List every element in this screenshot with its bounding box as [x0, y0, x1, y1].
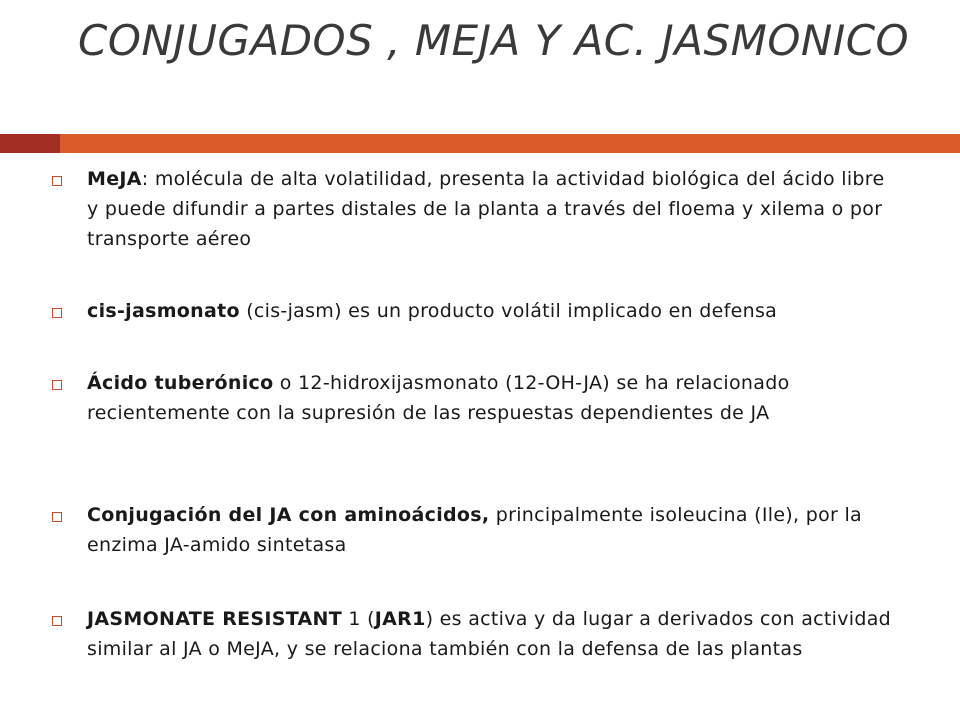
title-accent-bar-dark	[0, 134, 60, 153]
bullet-term: Ácido tuberónico	[87, 372, 274, 394]
square-bullet-icon	[52, 616, 62, 626]
bullet-text: : molécula de alta volatilidad, presenta la actividad biológica del ácido libre y puede difundir a partes distales de la planta a través del floema y xilema o por transporte aéreo	[87, 168, 885, 250]
bullet-term: cis-jasmonato	[87, 300, 240, 322]
bullet-term: JASMONATE RESISTANT	[87, 608, 343, 630]
bullet-term-secondary: JAR1	[374, 608, 426, 630]
square-bullet-icon	[52, 308, 62, 318]
bullet-text: 1 (	[342, 608, 375, 630]
list-item	[52, 604, 892, 664]
list-item	[52, 500, 892, 560]
bullet-text-continued: ) es activa y da lugar a derivados con actividad similar al JA o MeJA, y se relaciona también con la defensa de las plantas	[87, 608, 892, 660]
square-bullet-icon	[52, 512, 62, 522]
bullet-text: (cis-jasm) es un producto volátil implicado en defensa	[239, 300, 778, 322]
title-accent-bar	[60, 134, 960, 153]
bullet-term: MeJA	[87, 168, 142, 190]
square-bullet-icon	[52, 176, 62, 186]
list-item	[52, 296, 892, 326]
square-bullet-icon	[52, 380, 62, 390]
slide-title: CONJUGADOS , MEJA Y AC. JASMONICO	[78, 16, 910, 65]
list-item	[52, 164, 892, 254]
bullet-term: Conjugación del JA con aminoácidos,	[87, 504, 490, 526]
bullet-text: o 12-hidroxijasmonato (12-OH-JA) se ha relacionado recientemente con la supresión de las respuestas dependientes de JA	[87, 372, 790, 424]
list-item	[52, 368, 892, 428]
bullet-text: principalmente isoleucina (Ile), por la enzima JA-amido sintetasa	[87, 504, 862, 556]
